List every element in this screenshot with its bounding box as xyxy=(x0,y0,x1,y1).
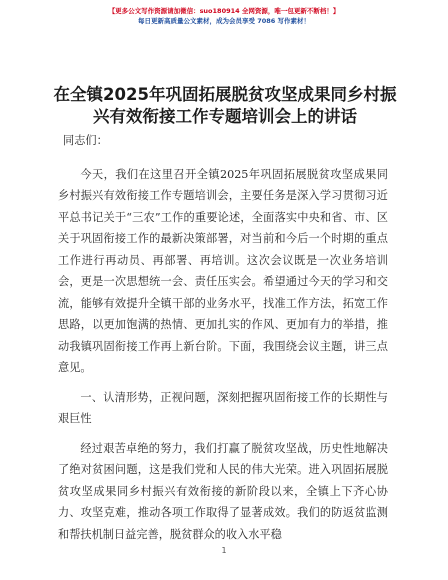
paragraph-intro: 今天，我们在这里召开全镇2025年巩固拓展脱贫攻坚成果同乡村振兴有效衔接工作专题培训会，主要任务是深入学习贯彻习近平总书记关于“三农”工作的重要论述，全面落实中央和省、市、区关于巩固衔接工作的最新决策部署，对当前和今后一个时期的重点工作进行再动员、再部署、再培训。这次会议既是一次业务培训会，更是一次思想统一会、责任压实会。希望通过今天的学习和交流，能够有效提升全镇干部的业务水平，找准工作方法，拓宽工作思路，以更加饱满的热情、更加扎实的作风、更加有力的举措，推动我镇巩固衔接工作再上新台阶。下面，我围绕会议主题，讲三点意见。 xyxy=(58,167,388,374)
document-title: 在全镇2025年巩固拓展脱贫攻坚成果同乡村振兴有效衔接工作专题培训会上的讲话 xyxy=(53,85,397,126)
promo-line-2: 每日更新高质量公文素材，成为会员享受 7086 写作素材！ xyxy=(137,17,311,25)
paragraph-section-1: 经过艰苦卓绝的努力，我们打赢了脱贫攻坚战，历史性地解决了绝对贫困问题，这是我们党和人民的伟大光荣。进入巩固拓展脱贫攻坚成果同乡村振兴有效衔接的新阶段以来，全镇上下齐心协力、攻坚克难，推动各项工作取得了显著成效。我们的防返贫监测和帮扶机制日益完善，脱贫群众的收入水平稳 xyxy=(58,441,388,541)
page-number: 1 xyxy=(221,546,227,555)
section-heading-1: 一、认清形势，正视问题，深刻把握巩固衔接工作的长期性与艰巨性 xyxy=(58,390,388,425)
document-body xyxy=(58,130,388,545)
promo-banner xyxy=(0,6,448,26)
salutation: 同志们： xyxy=(63,134,108,147)
promo-line-1: 【更多公文写作资源请加微信：suo180914 全网资源，唯一包更新不断档！】 xyxy=(108,7,340,15)
